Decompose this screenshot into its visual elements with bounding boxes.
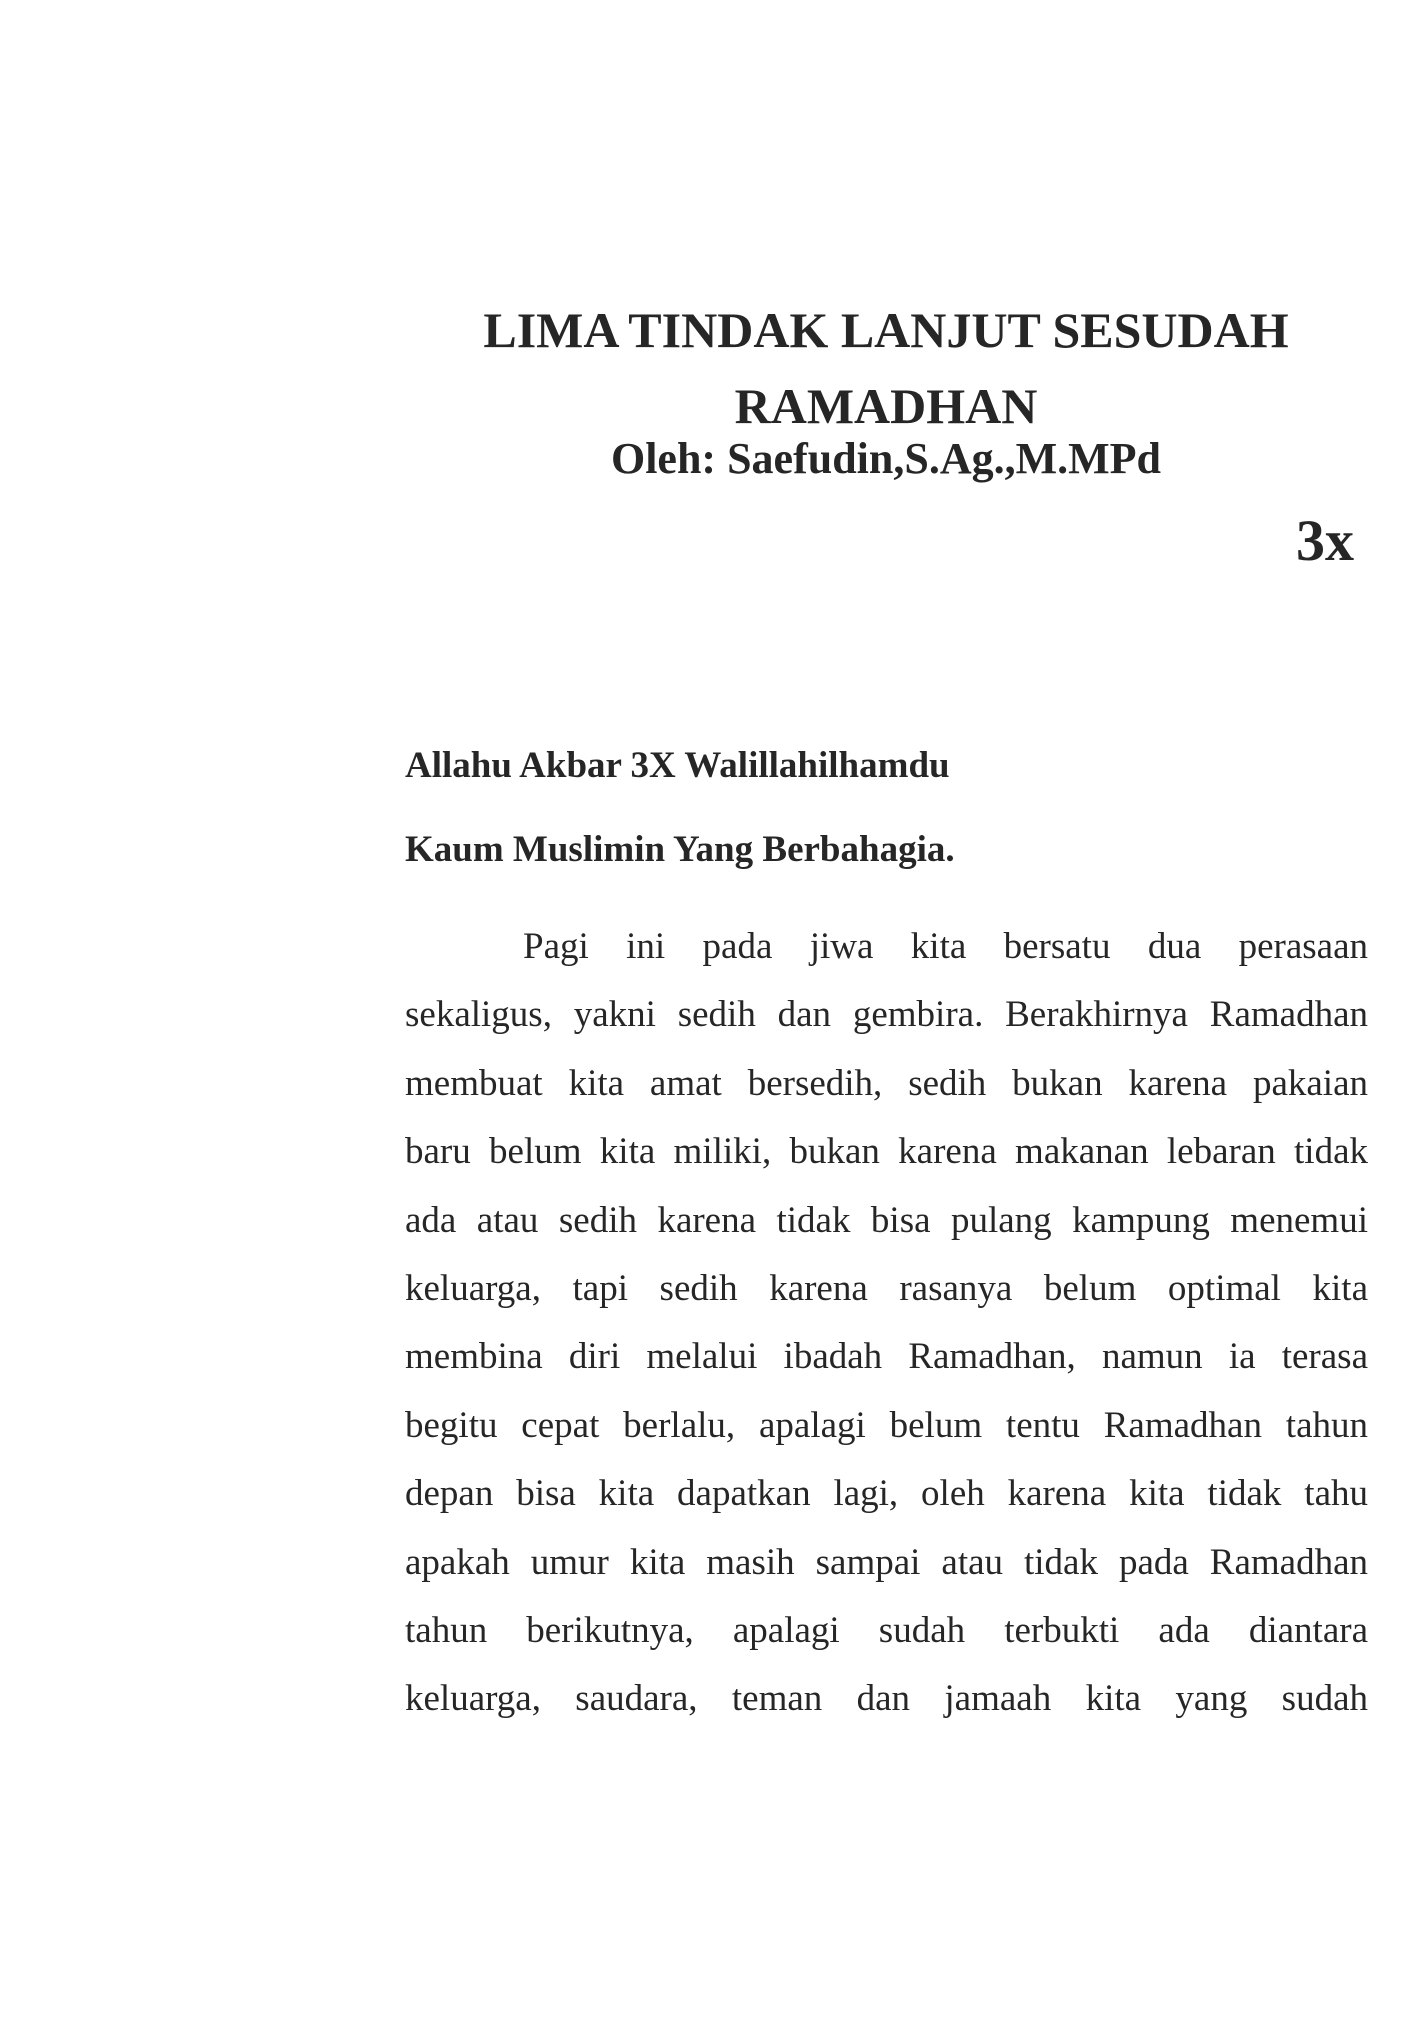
greeting-audience: Kaum Muslimin Yang Berbahagia. xyxy=(405,829,955,870)
body-line: sekaligus, yakni sedih dan gembira. Berakhirnya Ramadhan xyxy=(405,994,1368,1036)
body-line: keluarga, tapi sedih karena rasanya belum optimal kita xyxy=(405,1267,1368,1309)
title-text: LIMA TINDAK LANJUT SESUDAH xyxy=(483,302,1289,358)
body-line: Pagi ini pada jiwa kita bersatu dua perasaan xyxy=(523,926,1368,967)
body-line: membina diri melalui ibadah Ramadhan, namun ia terasa xyxy=(405,1336,1368,1378)
document-title-line-2 xyxy=(386,377,1386,435)
body-line: apakah umur kita masih sampai atau tidak pada Ramadhan xyxy=(405,1541,1368,1583)
body-line: tahun berikutnya, apalagi sudah terbukti ada diantara xyxy=(405,1609,1368,1651)
title-text: RAMADHAN xyxy=(734,378,1038,434)
body-line: membuat kita amat bersedih, sedih bukan karena pakaian xyxy=(405,1062,1368,1104)
body-line: baru belum kita miliki, bukan karena makanan lebaran tidak xyxy=(405,1131,1368,1173)
author-byline: Oleh: Saefudin,S.Ag.,M.MPd xyxy=(610,434,1162,483)
body-line: keluarga, saudara, teman dan jamaah kita yang sudah xyxy=(405,1678,1368,1720)
body-line: ada atau sedih karena tidak bisa pulang kampung menemui xyxy=(405,1199,1368,1241)
body-paragraph xyxy=(405,913,1368,1734)
repeat-mark: 3x xyxy=(1296,508,1354,573)
document-title-line-1 xyxy=(386,301,1386,359)
body-line: depan bisa kita dapatkan lagi, oleh karena kita tidak tahu xyxy=(405,1473,1368,1515)
body-line: begitu cepat berlalu, apalagi belum tentu Ramadhan tahun xyxy=(405,1404,1368,1446)
greeting-takbir: Allahu Akbar 3X Walillahilhamdu xyxy=(405,745,950,786)
